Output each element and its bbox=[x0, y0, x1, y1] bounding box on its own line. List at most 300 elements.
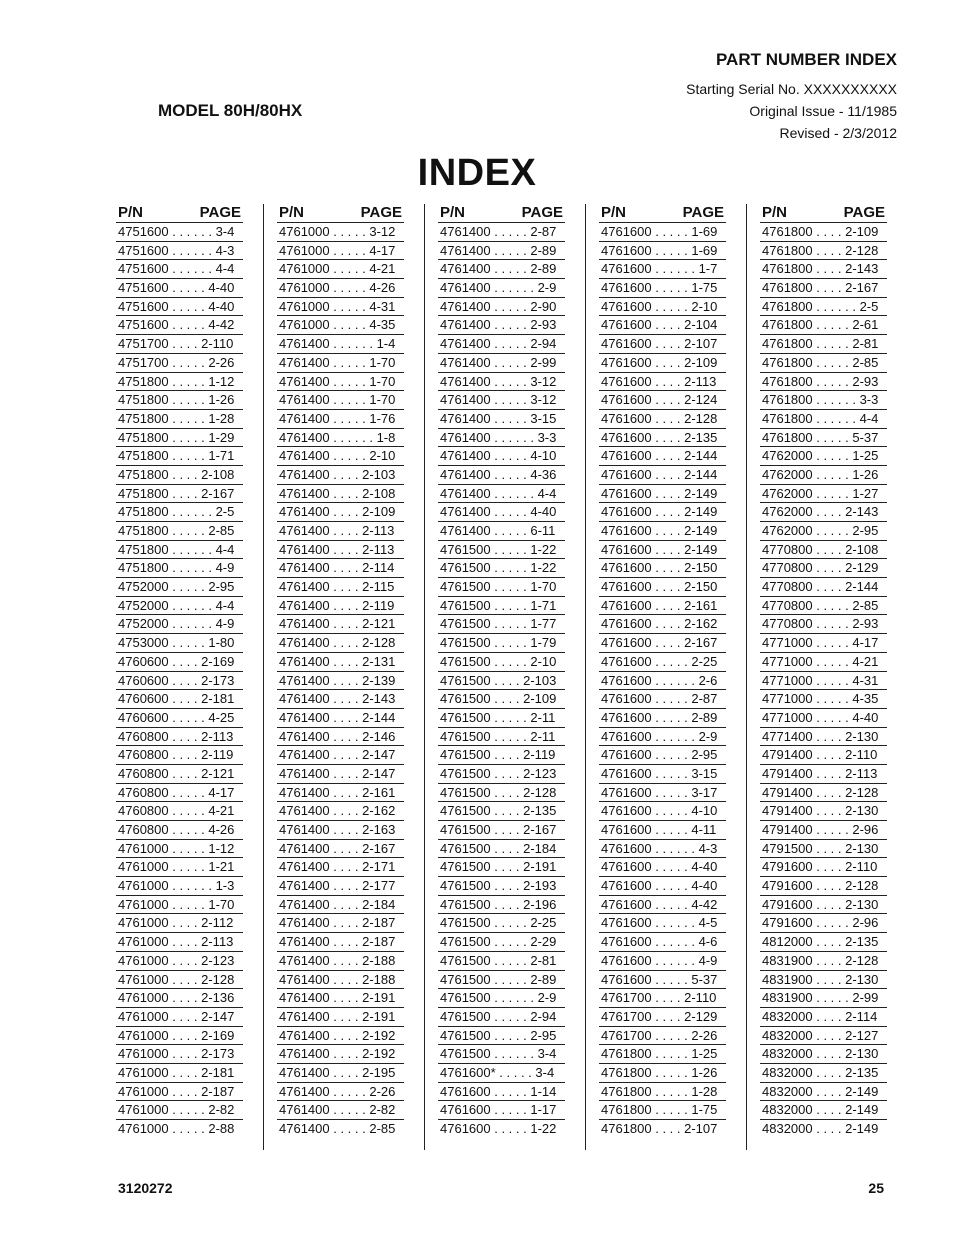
entry-text: 4762000 . . . . . 1-26 bbox=[762, 466, 879, 482]
index-entry bbox=[599, 709, 726, 728]
entry-text: 4761400 . . . . 2-139 bbox=[279, 672, 396, 688]
index-entry bbox=[116, 971, 243, 990]
entry-text: 4761400 . . . . . 4-10 bbox=[440, 448, 557, 464]
entry-text: 4770800 . . . . . 2-93 bbox=[762, 616, 879, 632]
page-title: INDEX bbox=[417, 152, 537, 194]
entry-text: 4832000 . . . . 2-127 bbox=[762, 1027, 879, 1043]
index-entry bbox=[277, 914, 404, 933]
index-entry bbox=[599, 316, 726, 335]
entry-text: 4751800 . . . . . 1-28 bbox=[118, 410, 235, 426]
index-entry bbox=[599, 522, 726, 541]
entry-text: 4761600 . . . . 2-149 bbox=[601, 523, 718, 538]
entry-text: 4761000 . . . . . . 1-3 bbox=[118, 878, 235, 894]
entry-text: 4770800 . . . . . 2-85 bbox=[762, 597, 879, 613]
entry-text: 4761600 . . . . . . 2-6 bbox=[601, 672, 718, 688]
entry-text: 4761600 . . . . . . 4-5 bbox=[601, 915, 718, 931]
index-entry bbox=[116, 242, 243, 261]
index-entry bbox=[438, 784, 565, 803]
index-entry bbox=[438, 1008, 565, 1027]
entry-text: 4761700 . . . . 2-110 bbox=[601, 990, 717, 1006]
header-page: PAGE bbox=[521, 204, 563, 221]
entry-text: 4761400 . . . . 2-188 bbox=[279, 952, 396, 968]
entry-text: 4761600 . . . . . 4-42 bbox=[601, 896, 718, 912]
index-entry bbox=[599, 840, 726, 859]
entry-text: 4751800 . . . . . 2-85 bbox=[118, 523, 235, 538]
entry-text: 4761500 . . . . 2-184 bbox=[440, 840, 557, 856]
index-entry bbox=[599, 279, 726, 298]
index-entry bbox=[277, 298, 404, 317]
index-entry bbox=[599, 578, 726, 597]
original-issue: Original Issue - 11/1985 bbox=[749, 103, 897, 119]
index-entry bbox=[760, 466, 887, 485]
entry-text: 4761400 . . . . . 3-15 bbox=[440, 410, 557, 426]
entry-text: 4761000 . . . . 2-181 bbox=[118, 1064, 235, 1080]
entry-text: 4761800 . . . . . 2-61 bbox=[762, 317, 879, 333]
entry-text: 4761500 . . . . 2-103 bbox=[440, 672, 557, 688]
index-entry bbox=[277, 1027, 404, 1046]
entry-text: 4761600 . . . . . 1-22 bbox=[440, 1121, 557, 1136]
index-entry bbox=[760, 971, 887, 990]
entry-text: 4761800 . . . . 2-109 bbox=[762, 224, 879, 239]
index-entry bbox=[760, 746, 887, 765]
index-entry bbox=[599, 223, 726, 242]
index-entry bbox=[116, 335, 243, 354]
entry-text: 4761400 . . . . 2-121 bbox=[279, 616, 396, 632]
entry-text: 4761400 . . . . . 2-82 bbox=[279, 1102, 396, 1118]
index-entry bbox=[438, 1101, 565, 1120]
entry-text: 4761000 . . . . 2-136 bbox=[118, 990, 235, 1006]
index-entry bbox=[760, 933, 887, 952]
index-entry bbox=[599, 1064, 726, 1083]
entry-text: 4761400 . . . . 2-188 bbox=[279, 971, 396, 987]
index-entry bbox=[116, 429, 243, 448]
entry-text: 4751800 . . . . . 1-12 bbox=[118, 373, 235, 389]
entry-text: 4761400 . . . . 2-143 bbox=[279, 691, 396, 707]
index-entry bbox=[277, 634, 404, 653]
entry-text: 4761600 . . . . . . 4-9 bbox=[601, 952, 718, 968]
index-entry bbox=[438, 391, 565, 410]
entry-text: 4761500 . . . . . . 2-9 bbox=[440, 990, 557, 1006]
entry-text: 4761400 . . . . 2-119 bbox=[279, 597, 395, 613]
index-entry bbox=[116, 1101, 243, 1120]
index-entry bbox=[599, 634, 726, 653]
index-entry bbox=[116, 858, 243, 877]
entry-text: 4761400 . . . . . 2-90 bbox=[440, 298, 557, 314]
entry-text: 4761400 . . . . . 2-99 bbox=[440, 354, 557, 370]
index-entry bbox=[277, 522, 404, 541]
entry-text: 4761400 . . . . 2-115 bbox=[279, 579, 395, 595]
entry-text: 4761400 . . . . 2-147 bbox=[279, 765, 396, 781]
entry-text: 4761400 . . . . . 3-12 bbox=[440, 392, 557, 408]
entry-text: 4761600 . . . . . 1-14 bbox=[440, 1083, 557, 1099]
index-entry bbox=[116, 1083, 243, 1102]
entry-text: 4761600 . . . . 2-107 bbox=[601, 336, 718, 352]
entry-text: 4761600 . . . . 2-104 bbox=[601, 317, 718, 333]
entry-text: 4752000 . . . . . . 4-9 bbox=[118, 616, 235, 632]
entry-text: 4761500 . . . . . 1-79 bbox=[440, 635, 557, 651]
index-entry bbox=[438, 989, 565, 1008]
index-entry bbox=[116, 690, 243, 709]
index-entry bbox=[116, 1120, 243, 1139]
index-entry bbox=[116, 1064, 243, 1083]
index-entry bbox=[116, 597, 243, 616]
index-entry bbox=[277, 541, 404, 560]
entry-text: 4751600 . . . . . 4-40 bbox=[118, 298, 235, 314]
entry-text: 4761600 . . . . . 1-69 bbox=[601, 224, 718, 239]
index-entry bbox=[760, 709, 887, 728]
entry-text: 4761400 . . . . 2-131 bbox=[279, 653, 396, 669]
entry-text: 4770800 . . . . 2-108 bbox=[762, 541, 879, 557]
index-column bbox=[438, 204, 565, 1139]
index-entry bbox=[760, 784, 887, 803]
index-entry bbox=[116, 503, 243, 522]
entry-text: 4761600 . . . . 2-150 bbox=[601, 560, 718, 576]
entry-text: 4761400 . . . . 2-191 bbox=[279, 990, 396, 1006]
entry-text: 4761800 . . . . . 1-28 bbox=[601, 1083, 718, 1099]
header-pn: P/N bbox=[440, 204, 466, 221]
entry-text: 4761400 . . . . . 4-36 bbox=[440, 466, 557, 482]
index-entry bbox=[116, 989, 243, 1008]
index-entry bbox=[438, 260, 565, 279]
index-entry bbox=[277, 653, 404, 672]
index-entry bbox=[116, 877, 243, 896]
entry-text: 4761400 . . . . 2-167 bbox=[279, 840, 396, 856]
entry-text: 4761400 . . . . 2-171 bbox=[279, 859, 396, 875]
index-entry bbox=[760, 597, 887, 616]
entry-text: 4760800 . . . . 2-113 bbox=[118, 728, 234, 744]
entry-text: 4760800 . . . . . 4-17 bbox=[118, 784, 235, 800]
index-entry bbox=[438, 821, 565, 840]
entry-text: 4761600 . . . . . . 4-3 bbox=[601, 840, 718, 856]
entry-text: 4753000 . . . . . 1-80 bbox=[118, 635, 235, 651]
index-column bbox=[116, 204, 243, 1139]
index-entry bbox=[277, 1064, 404, 1083]
index-entry bbox=[277, 410, 404, 429]
entry-text: 4761500 . . . . . . 3-4 bbox=[440, 1046, 557, 1062]
entry-text: 4761600 . . . . 2-167 bbox=[601, 635, 718, 651]
index-entry bbox=[760, 802, 887, 821]
entry-text: 4761400 . . . . 2-192 bbox=[279, 1046, 396, 1062]
index-entry bbox=[760, 373, 887, 392]
index-entry bbox=[277, 971, 404, 990]
index-entry bbox=[116, 896, 243, 915]
entry-text: 4761400 . . . . . 2-10 bbox=[279, 448, 396, 464]
entry-text: 4791600 . . . . . 2-96 bbox=[762, 915, 879, 931]
entry-text: 4761400 . . . . . 2-93 bbox=[440, 317, 557, 333]
entry-text: 4791600 . . . . 2-128 bbox=[762, 878, 879, 894]
index-entry bbox=[599, 672, 726, 691]
index-entry bbox=[116, 354, 243, 373]
index-entry bbox=[116, 223, 243, 242]
entry-text: 4832000 . . . . 2-114 bbox=[762, 1008, 878, 1024]
index-entry bbox=[116, 522, 243, 541]
index-entry bbox=[599, 746, 726, 765]
index-entry bbox=[599, 373, 726, 392]
index-entry bbox=[116, 914, 243, 933]
entry-text: 4761800 . . . . 2-167 bbox=[762, 280, 879, 296]
entry-text: 4761500 . . . . . 2-11 bbox=[440, 728, 556, 744]
index-entry bbox=[760, 242, 887, 261]
entry-text: 4761400 . . . . 2-191 bbox=[279, 1008, 396, 1024]
index-entry bbox=[760, 316, 887, 335]
header-pn: P/N bbox=[601, 204, 627, 221]
entry-text: 4761800 . . . . . 5-37 bbox=[762, 429, 879, 445]
index-entry bbox=[277, 335, 404, 354]
index-entry bbox=[438, 914, 565, 933]
entry-text: 4761400 . . . . . 2-89 bbox=[440, 242, 557, 258]
index-entry bbox=[277, 672, 404, 691]
index-entry bbox=[277, 279, 404, 298]
entry-text: 4761600 . . . . . 2-87 bbox=[601, 691, 718, 707]
entry-text: 4812000 . . . . 2-135 bbox=[762, 934, 879, 950]
entry-text: 4770800 . . . . 2-129 bbox=[762, 560, 879, 576]
entry-text: 4761500 . . . . . 1-70 bbox=[440, 579, 557, 595]
index-entry bbox=[277, 728, 404, 747]
header-page: PAGE bbox=[360, 204, 402, 221]
index-entry bbox=[438, 933, 565, 952]
index-entry bbox=[438, 634, 565, 653]
entry-text: 4761600 . . . . . 5-37 bbox=[601, 971, 718, 987]
index-entry bbox=[599, 914, 726, 933]
index-entry bbox=[438, 298, 565, 317]
entry-text: 4761600 . . . . . 3-15 bbox=[601, 765, 718, 781]
entry-text: 4761000 . . . . . 4-17 bbox=[279, 242, 396, 258]
index-entry bbox=[599, 429, 726, 448]
index-entry bbox=[438, 653, 565, 672]
entry-text: 4832000 . . . . 2-149 bbox=[762, 1102, 879, 1118]
entry-text: 4760800 . . . . . 4-21 bbox=[118, 803, 235, 819]
entry-text: 4761400 . . . . . 4-40 bbox=[440, 504, 557, 520]
entry-text: 4761400 . . . . 2-163 bbox=[279, 822, 396, 837]
index-entry bbox=[277, 784, 404, 803]
entry-text: 4751800 . . . . 2-167 bbox=[118, 485, 235, 501]
entry-text: 4751800 . . . . . . 2-5 bbox=[118, 504, 235, 520]
index-entry bbox=[116, 1045, 243, 1064]
index-entry bbox=[116, 447, 243, 466]
entry-text: 4761400 . . . . 2-109 bbox=[279, 504, 396, 520]
entry-text: 4761600 . . . . 2-161 bbox=[601, 597, 718, 613]
entry-text: 4751600 . . . . . . 4-4 bbox=[118, 261, 235, 277]
entry-text: 4761400 . . . . 2-113 bbox=[279, 541, 395, 557]
index-entry bbox=[116, 728, 243, 747]
index-entry bbox=[760, 821, 887, 840]
column-divider bbox=[424, 204, 425, 1150]
index-entry bbox=[760, 541, 887, 560]
entry-text: 4761600 . . . . . 4-11 bbox=[601, 822, 717, 837]
index-entry bbox=[760, 728, 887, 747]
entry-text: 4761700 . . . . 2-129 bbox=[601, 1008, 718, 1024]
header-page: PAGE bbox=[199, 204, 241, 221]
entry-text: 4761500 . . . . . 2-25 bbox=[440, 915, 557, 931]
entry-text: 4761000 . . . . 2-123 bbox=[118, 952, 235, 968]
index-entry bbox=[438, 1064, 565, 1083]
index-entry bbox=[438, 971, 565, 990]
entry-text: 4760800 . . . . 2-119 bbox=[118, 747, 234, 763]
entry-text: 4761600 . . . . . 2-10 bbox=[601, 298, 718, 314]
entry-text: 4761500 . . . . . 1-22 bbox=[440, 541, 557, 557]
entry-text: 4751700 . . . . 2-110 bbox=[118, 336, 234, 352]
entry-text: 4791400 . . . . . 2-96 bbox=[762, 822, 879, 837]
index-entry bbox=[599, 877, 726, 896]
index-entry bbox=[599, 391, 726, 410]
entry-text: 4761600 . . . . 2-144 bbox=[601, 448, 718, 464]
index-entry bbox=[599, 597, 726, 616]
column-header bbox=[599, 204, 726, 223]
entry-text: 4751600 . . . . . 4-40 bbox=[118, 280, 235, 296]
entry-text: 4791400 . . . . 2-113 bbox=[762, 765, 878, 781]
entry-text: 4761000 . . . . 2-112 bbox=[118, 915, 234, 931]
index-entry bbox=[277, 466, 404, 485]
column-header bbox=[760, 204, 887, 223]
index-entry bbox=[277, 316, 404, 335]
index-entry bbox=[599, 1027, 726, 1046]
entry-text: 4761400 . . . . . 2-94 bbox=[440, 336, 557, 352]
index-entry bbox=[277, 1045, 404, 1064]
index-entry bbox=[116, 746, 243, 765]
index-entry bbox=[760, 578, 887, 597]
entry-text: 4762000 . . . . . 2-95 bbox=[762, 523, 879, 538]
entry-text: 4761000 . . . . 2-128 bbox=[118, 971, 235, 987]
entry-text: 4761400 . . . . 2-187 bbox=[279, 915, 396, 931]
index-entry bbox=[438, 522, 565, 541]
entry-text: 4752000 . . . . . 2-95 bbox=[118, 579, 235, 595]
index-entry bbox=[599, 933, 726, 952]
entry-text: 4761600 . . . . 2-149 bbox=[601, 541, 718, 557]
index-entry bbox=[277, 690, 404, 709]
entry-text: 4761800 . . . . . 1-26 bbox=[601, 1064, 718, 1080]
entry-text: 4761600 . . . . 2-113 bbox=[601, 373, 717, 389]
header-pn: P/N bbox=[762, 204, 788, 221]
entry-text: 4761600 . . . . 2-124 bbox=[601, 392, 718, 408]
entry-text: 4761400 . . . . 2-192 bbox=[279, 1027, 396, 1043]
entry-text: 4761600 . . . . . 2-25 bbox=[601, 653, 718, 669]
entry-text: 4761500 . . . . . 2-95 bbox=[440, 1027, 557, 1043]
index-entry bbox=[438, 877, 565, 896]
index-entry bbox=[116, 634, 243, 653]
index-entry bbox=[438, 316, 565, 335]
index-entry bbox=[277, 242, 404, 261]
index-entry bbox=[760, 858, 887, 877]
index-entry bbox=[760, 410, 887, 429]
index-entry bbox=[277, 877, 404, 896]
entry-text: 4761000 . . . . . 2-88 bbox=[118, 1121, 235, 1136]
index-table bbox=[116, 204, 895, 1150]
revised-date: Revised - 2/3/2012 bbox=[779, 125, 897, 141]
entry-text: 4761800 . . . . . 1-25 bbox=[601, 1046, 718, 1062]
index-entry bbox=[277, 802, 404, 821]
index-entry bbox=[438, 466, 565, 485]
index-entry bbox=[438, 1027, 565, 1046]
document-number: 3120272 bbox=[118, 1180, 173, 1196]
entry-text: 4761000 . . . . 2-187 bbox=[118, 1083, 235, 1099]
index-entry bbox=[599, 1083, 726, 1102]
entry-text: 4761600 . . . . 2-144 bbox=[601, 466, 718, 482]
index-entry bbox=[116, 485, 243, 504]
entry-text: 4761400 . . . . . . 1-4 bbox=[279, 336, 396, 352]
index-entry bbox=[760, 429, 887, 448]
entry-text: 4751800 . . . . . . 4-4 bbox=[118, 541, 235, 557]
index-entry bbox=[277, 896, 404, 915]
entry-text: 4761000 . . . . 2-173 bbox=[118, 1046, 235, 1062]
index-entry bbox=[277, 821, 404, 840]
index-column bbox=[760, 204, 887, 1139]
entry-text: 4761500 . . . . 2-135 bbox=[440, 803, 557, 819]
entry-text: 4771000 . . . . . 4-17 bbox=[762, 635, 879, 651]
index-entry bbox=[599, 335, 726, 354]
entry-text: 4761400 . . . . . . 1-8 bbox=[279, 429, 396, 445]
entry-text: 4760600 . . . . 2-169 bbox=[118, 653, 235, 669]
entry-text: 4761500 . . . . . 2-29 bbox=[440, 934, 557, 950]
entry-text: 4761400 . . . . 2-113 bbox=[279, 523, 395, 538]
index-entry bbox=[760, 634, 887, 653]
column-divider bbox=[746, 204, 747, 1150]
index-entry bbox=[116, 559, 243, 578]
index-entry bbox=[760, 952, 887, 971]
index-entry bbox=[277, 952, 404, 971]
entry-text: 4761400 . . . . 2-187 bbox=[279, 934, 396, 950]
entry-text: 4751600 . . . . . . 3-4 bbox=[118, 224, 235, 239]
index-entry bbox=[760, 1083, 887, 1102]
index-entry bbox=[760, 335, 887, 354]
index-entry bbox=[277, 933, 404, 952]
entry-text: 4761000 . . . . . 4-26 bbox=[279, 280, 396, 296]
entry-text: 4761000 . . . . 2-147 bbox=[118, 1008, 235, 1024]
index-entry bbox=[277, 709, 404, 728]
index-entry bbox=[438, 242, 565, 261]
entry-text: 4761000 . . . . . 4-21 bbox=[279, 261, 396, 277]
entry-text: 4761400 . . . . . 1-70 bbox=[279, 392, 396, 408]
index-entry bbox=[116, 1008, 243, 1027]
index-column bbox=[599, 204, 726, 1139]
index-entry bbox=[760, 1045, 887, 1064]
index-entry bbox=[599, 541, 726, 560]
entry-text: 4770800 . . . . 2-144 bbox=[762, 579, 879, 595]
entry-text: 4762000 . . . . . 1-27 bbox=[762, 485, 879, 501]
index-entry bbox=[599, 653, 726, 672]
index-entry bbox=[438, 485, 565, 504]
entry-text: 4761600 . . . . . . 4-6 bbox=[601, 934, 718, 950]
entry-text: 4761500 . . . . 2-167 bbox=[440, 822, 557, 837]
index-entry bbox=[599, 615, 726, 634]
entry-text: 4761600 . . . . . 4-10 bbox=[601, 803, 718, 819]
entry-text: 4761400 . . . . 2-184 bbox=[279, 896, 396, 912]
index-entry bbox=[438, 615, 565, 634]
entry-text: 4791600 . . . . 2-110 bbox=[762, 859, 878, 875]
index-entry bbox=[438, 559, 565, 578]
entry-text: 4832000 . . . . 2-149 bbox=[762, 1121, 879, 1136]
entry-text: 4761800 . . . . 2-128 bbox=[762, 242, 879, 258]
entry-text: 4761500 . . . . 2-193 bbox=[440, 878, 557, 894]
entry-text: 4760600 . . . . 2-173 bbox=[118, 672, 235, 688]
index-entry bbox=[277, 503, 404, 522]
index-entry bbox=[438, 728, 565, 747]
index-entry bbox=[599, 559, 726, 578]
index-entry bbox=[438, 503, 565, 522]
index-entry bbox=[438, 429, 565, 448]
entry-text: 4771000 . . . . . 4-35 bbox=[762, 691, 879, 707]
index-entry bbox=[116, 615, 243, 634]
index-entry bbox=[599, 802, 726, 821]
entry-text: 4761400 . . . . 2-103 bbox=[279, 466, 396, 482]
index-entry bbox=[599, 952, 726, 971]
index-entry bbox=[438, 952, 565, 971]
entry-text: 4761000 . . . . 2-113 bbox=[118, 934, 234, 950]
index-entry bbox=[277, 765, 404, 784]
index-entry bbox=[277, 447, 404, 466]
entry-text: 4761500 . . . . . 1-77 bbox=[440, 616, 557, 632]
index-entry bbox=[760, 896, 887, 915]
entry-text: 4761600 . . . . . 2-95 bbox=[601, 747, 718, 763]
